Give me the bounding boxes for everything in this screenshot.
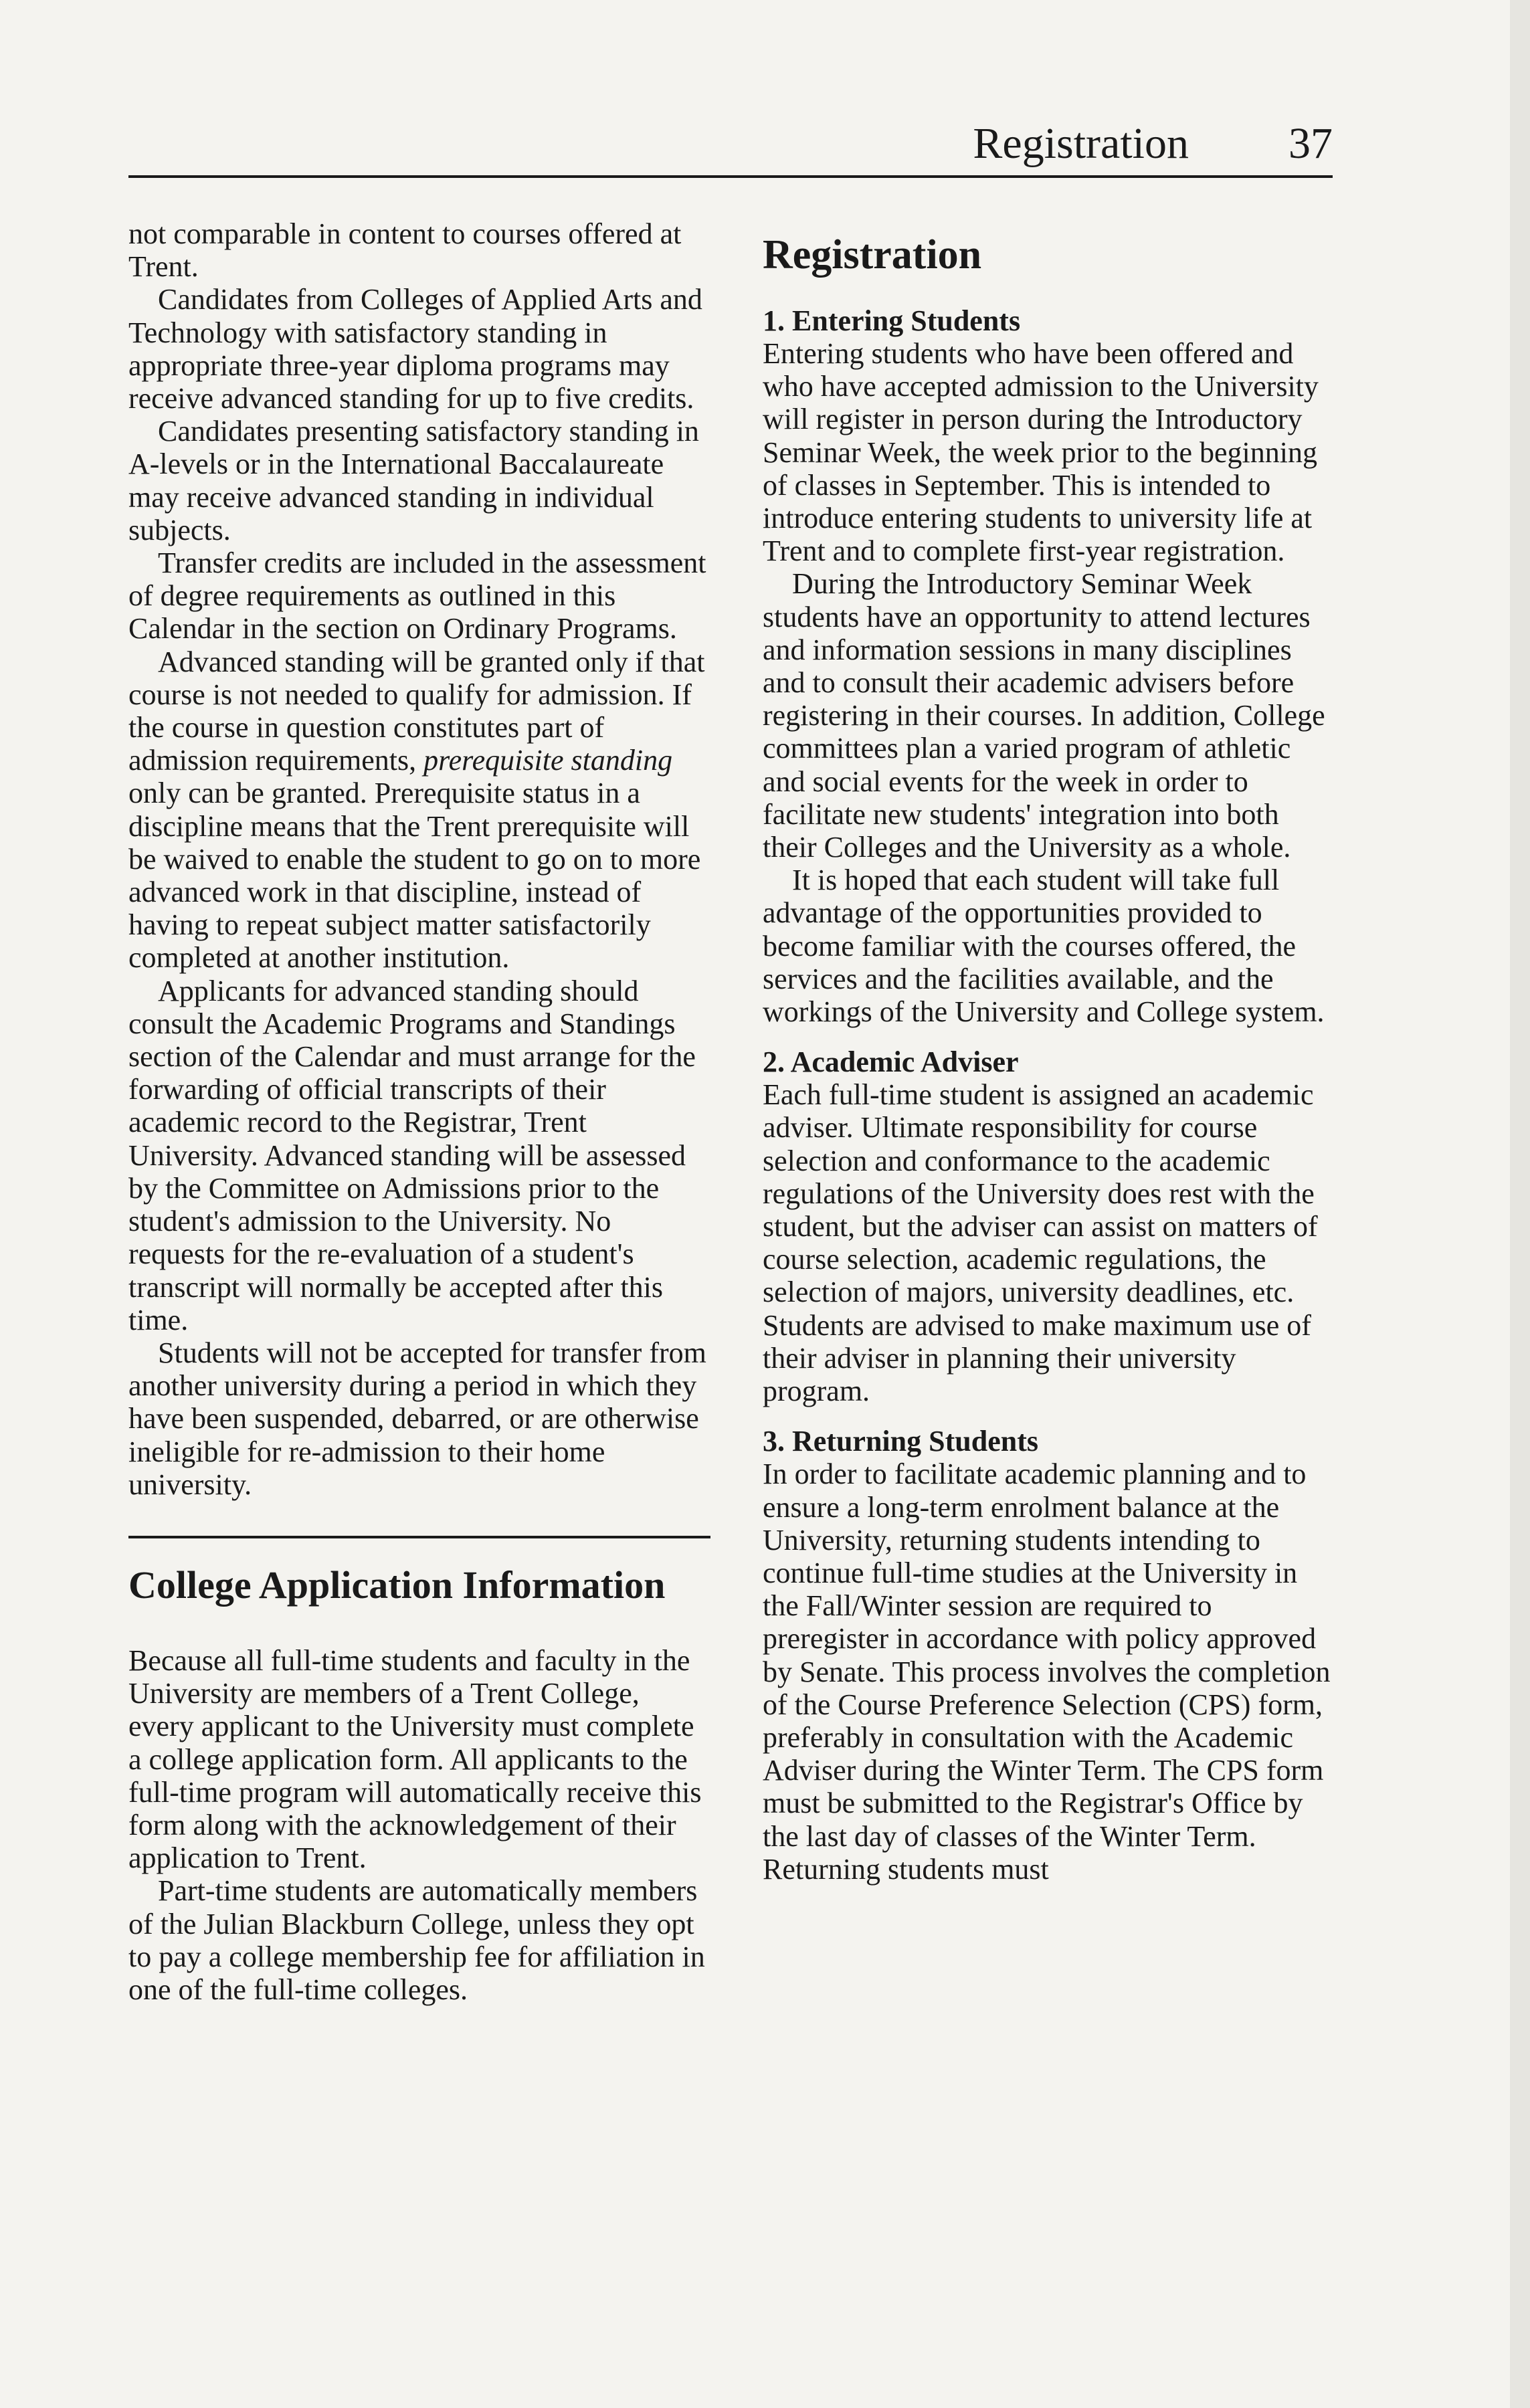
college-section xyxy=(128,1536,710,2006)
page-number: 37 xyxy=(1288,119,1333,168)
paragraph: It is hoped that each student will take full advantage of the opportunities provided to become familiar with the courses offered, the services and the facilities available, and the workings of the University and College system. xyxy=(763,864,1325,1029)
text-run: Advanced standing will be granted only if that course is not needed to qualify for admission. If the course in question constitutes part of admission requirements, xyxy=(128,645,705,777)
paragraph: Students will not be accepted for transfer from another university during a period in which they have been suspended, debarred, or are otherwise ineligible for re-admission to their home university. xyxy=(128,1336,706,1501)
header-rule xyxy=(128,175,1333,178)
paragraph: Entering students who have been offered and who have accepted admission to the University will register in person during the Introductory Seminar Week, the week prior to the beginning of classes in September. This is intended to introduce entering students to university life at Trent and to complete first-year registration. xyxy=(763,337,1319,568)
paragraph: Each full-time student is assigned an academic adviser. Ultimate responsibility for course selection and conformance to the academic regulations of the University does rest with the student, but the adviser can assist on matters of course selection, academic regulations, the selection of majors, university deadlines, etc. Students are advised to make maximum use of their adviser in planning their university program. xyxy=(763,1078,1318,1408)
paragraph: During the Introductory Seminar Week students have an opportunity to attend lectures and information sessions in many disciplines and to consult their academic advisers before registering in their courses. In addition, College committees plan a varied program of athletic and social events for the week in order to facilitate new students' integration into both their Colleges and the University as a whole. xyxy=(763,567,1325,864)
right-column xyxy=(763,217,1339,1886)
text-run: only can be granted. Prerequisite status in a discipline means that the Trent prerequisite will be waived to enable the student to go on to more advanced work in that discipline, instead of having to repeat subject matter satisfactorily completed at another institution. xyxy=(128,777,701,975)
paragraph-advanced-standing xyxy=(128,645,710,975)
subsection-heading: 3. Returning Students xyxy=(763,1425,1038,1458)
emphasis-text: prerequisite standing xyxy=(423,744,673,777)
paragraph: not comparable in content to courses offered at Trent. xyxy=(128,217,682,284)
college-section-title: College Application Information xyxy=(128,1563,666,1607)
paragraph: Candidates presenting satisfactory standing in A-levels or in the International Baccalaureate may receive advanced standing in individual subjects. xyxy=(128,415,699,546)
paragraph: Because all full-time students and faculty in the University are members of a Trent College, every applicant to the University must complete a college application form. All applicants to the full-time program will automatically receive this form along with the acknowledgement of their application to Trent. xyxy=(128,1643,702,1875)
registration-title: Registration xyxy=(763,232,982,278)
section-rule xyxy=(128,1536,710,1538)
paragraph: Candidates from Colleges of Applied Arts and Technology with satisfactory standing in appropriate three-year diploma programs may receive advanced standing for up to five credits. xyxy=(128,283,702,415)
subsection-heading: 1. Entering Students xyxy=(763,304,1021,337)
page-edge xyxy=(1510,0,1530,2408)
header-title: Registration xyxy=(973,119,1189,168)
running-header xyxy=(128,107,1333,181)
subsection-heading: 2. Academic Adviser xyxy=(763,1045,1019,1079)
paragraph: Applicants for advanced standing should consult the Academic Programs and Standings section of the Calendar and must arrange for the forwarding of official transcripts of their academic record to the Registrar, Trent University. Advanced standing will be assessed by the Committee on Admissions prior to the student's admission to the University. No requests for the re-evaluation of a student's transcript will normally be accepted after this time. xyxy=(128,974,696,1336)
paragraph: In order to facilitate academic planning and to ensure a long-term enrolment balance at the University, returning students intending to continue full-time studies at the University in the Fall/Winter session are required to preregister in accordance with policy approved by Senate. This process involves the completion of the Course Preference Selection (CPS) form, preferably in consultation with the Academic Adviser during the Winter Term. The CPS form must be submitted to the Registrar's Office by the last day of classes of the Winter Term. Returning students must xyxy=(763,1458,1331,1886)
paragraph: Part-time students are automatically members of the Julian Blackburn College, unless they opt to pay a college membership fee for affiliation in one of the full-time colleges. xyxy=(128,1874,705,2006)
left-column xyxy=(128,217,710,2006)
paragraph: Transfer credits are included in the assessment of degree requirements as outlined in this Calendar in the section on Ordinary Programs. xyxy=(128,546,706,645)
